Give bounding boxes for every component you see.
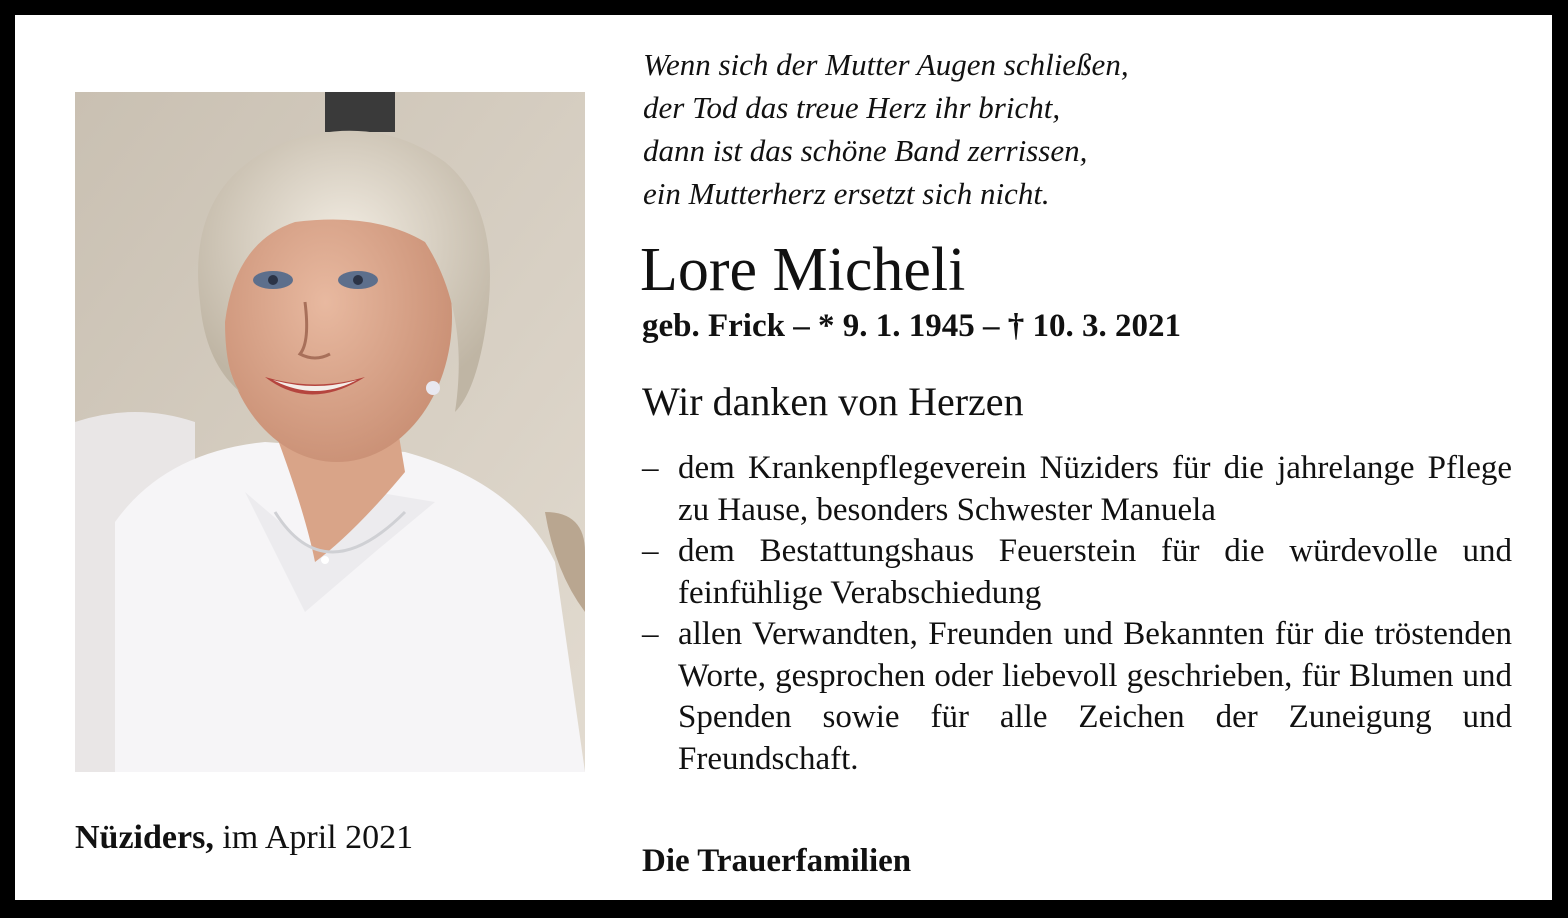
place-town: Nüziders,	[75, 819, 214, 856]
place-and-date	[75, 819, 413, 857]
poem-line: ein Mutterherz ersetzt sich nicht.	[643, 176, 1050, 211]
list-dash: –	[642, 450, 659, 486]
list-item-text: allen Verwandten, Freunden und Bekannten für die tröstenden Worte, gesprochen oder liebevoll geschrieben, für Blumen und Spenden sowie für alle Zeichen der Zuneigung und Freundschaft.	[678, 616, 1512, 777]
list-dash: –	[642, 533, 659, 569]
portrait-illustration	[75, 92, 585, 772]
thanks-heading: Wir danken von Herzen	[642, 379, 1024, 424]
list-dash: –	[642, 616, 659, 652]
deceased-name: Lore Micheli	[640, 236, 966, 304]
signature: Die Trauerfamilien	[642, 843, 912, 879]
memorial-poem	[643, 43, 1129, 215]
list-item-text: dem Krankenpflegeverein Nüziders für die jahrelange Pflege zu Hause, besonders Schwester Manuela	[678, 450, 1512, 528]
list-item	[642, 614, 1512, 780]
place-date: im April 2021	[222, 819, 414, 856]
list-item-text: dem Bestattungshaus Feuerstein für die würdevolle und feinfühlige Verabschiedung	[678, 533, 1512, 611]
list-item	[642, 531, 1512, 614]
deceased-dates: geb. Frick – * 9. 1. 1945 – † 10. 3. 2021	[642, 308, 1181, 344]
poem-line: der Tod das treue Herz ihr bricht,	[643, 90, 1061, 125]
thanks-list	[642, 448, 1512, 780]
poem-line: dann ist das schöne Band zerrissen,	[643, 133, 1088, 168]
portrait-photo	[75, 92, 585, 772]
poem-line: Wenn sich der Mutter Augen schließen,	[643, 47, 1129, 82]
obituary-card	[15, 15, 1552, 900]
list-item	[642, 448, 1512, 531]
